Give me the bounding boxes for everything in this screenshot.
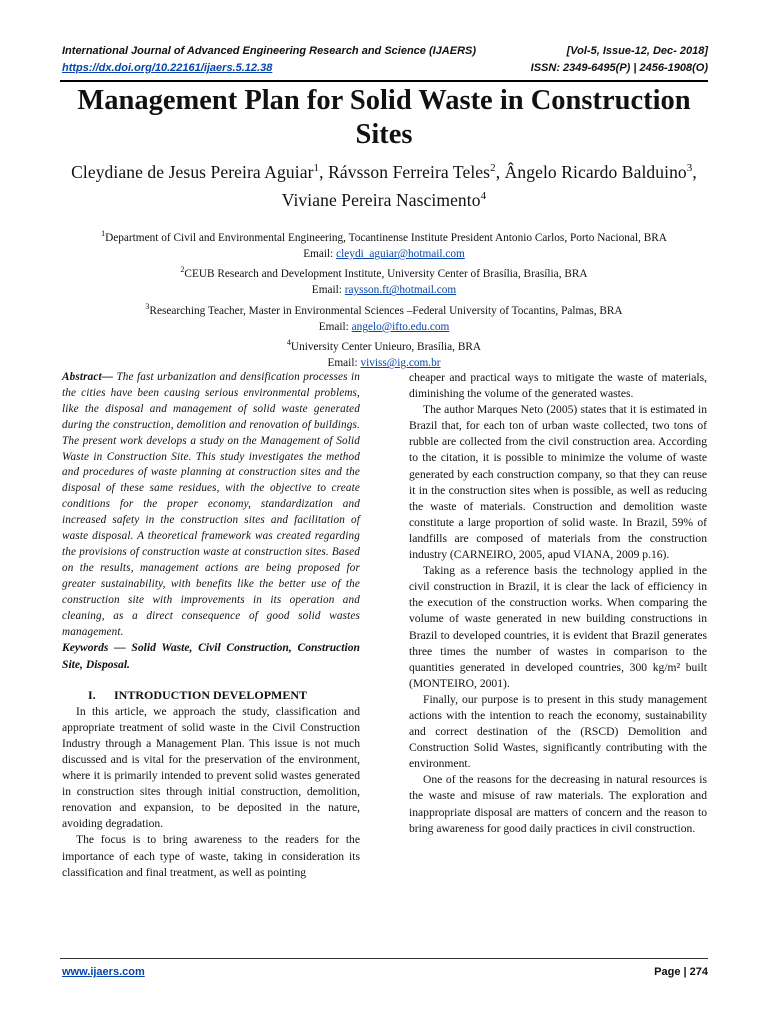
email-link[interactable]: cleydi_aguiar@hotmail.com	[336, 248, 465, 261]
email-label: Email:	[318, 320, 352, 333]
site-link[interactable]: www.ijaers.com	[62, 966, 145, 978]
issn-info: ISSN: 2349-6495(P) | 2456-1908(O)	[530, 62, 708, 74]
paragraph: Taking as a reference basis the technology applied in the civil construction in Brazil, it is clear the lack of efficiency in the execution of the construction works. When comparing the volume of waste generated in new building constructions in Brazil to developed countries, it is evident that Brazil generates three times the number of wastes in comparison to the quantities generated in developed countries, 300 kg/m² built (MONTEIRO, 2001).	[409, 564, 707, 690]
email-link[interactable]: angelo@ifto.edu.com	[351, 320, 450, 333]
affiliation-sup: 2	[180, 265, 185, 275]
author-sep: ,	[495, 161, 505, 182]
footer-rule	[60, 958, 708, 959]
section-title: INTRODUCTION DEVELOPMENT	[114, 687, 308, 702]
affiliation-sup: 1	[101, 229, 106, 238]
affiliation-sup: 4	[286, 338, 291, 348]
author-sup: 4	[480, 189, 487, 202]
journal-header	[62, 45, 708, 57]
abstract	[62, 370, 360, 640]
author-sep: ,	[692, 161, 697, 182]
volume-info: [Vol-5, Issue-12, Dec- 2018]	[566, 45, 708, 57]
affiliation-email	[40, 282, 728, 298]
paragraph: In this article, we approach the study, classification and appropriate treatment of solid waste in the Civil Construction Industry through a Management Plan. This issue is not much discussed and is vital for the preservation of the environment, where it is primarily intended to prevent solid wastes generated in construction sites through initial construction, demolition, renovation and expansion, to be deposited in the nature, avoiding degradation.	[62, 704, 360, 831]
abstract-label: Abstract—	[62, 371, 114, 383]
affiliation-text: Department of Civil and Environmental Engineering, Tocantinense Institute President Antonio Carlos, Porto Nacional, BRA	[105, 231, 667, 244]
section-heading	[62, 687, 360, 703]
paragraph: The focus is to bring awareness to the readers for the importance of each type of waste, taking in consideration its classification and final treatment, as well as pointing	[62, 833, 360, 879]
affiliation-text: Researching Teacher, Master in Environmental Sciences –Federal University of Tocantins, Palmas, BRA	[149, 304, 623, 317]
right-column	[409, 370, 707, 837]
author-name: Rávsson Ferreira Teles	[328, 161, 491, 182]
affiliations	[40, 226, 728, 371]
doi-header	[62, 62, 708, 74]
author-sep: ,	[319, 161, 329, 182]
affiliation	[40, 299, 728, 319]
journal-name: International Journal of Advanced Engineering Research and Science (IJAERS)	[62, 45, 477, 57]
affiliation	[40, 262, 728, 282]
doi-link[interactable]: https://dx.doi.org/10.22161/ijaers.5.12.38	[62, 62, 273, 74]
header-rule	[60, 80, 708, 82]
affiliation	[40, 335, 728, 355]
author-name: Ângelo Ricardo Balduino	[504, 161, 687, 182]
paper-title: Management Plan for Solid Waste in Construction Sites	[77, 85, 691, 150]
page-footer	[62, 966, 708, 978]
page-number: Page | 274	[654, 966, 708, 978]
email-link[interactable]: raysson.ft@hotmail.com	[344, 284, 457, 297]
author-sup: 3	[686, 162, 693, 174]
left-column	[62, 370, 360, 881]
paragraph: Finally, our purpose is to present in this study management actions with the intention to reach the economy, sustainability and correct destination of the (RSCD) Demolition and Construction Solid Wastes, significantly contributing with the environment.	[409, 692, 707, 771]
email-label: Email:	[327, 357, 361, 370]
paragraph: One of the reasons for the decreasing in natural resources is the waste and misuse of raw materials. The exploration and inappropriate disposal are matters of concern and the reason to bring awareness for good daily practices in civil construction.	[409, 773, 707, 835]
author-name: Viviane Pereira Nascimento	[281, 189, 481, 210]
email-link[interactable]: viviss@ig.com.br	[360, 357, 441, 370]
affiliation-email	[40, 319, 728, 335]
paragraph: cheaper and practical ways to mitigate the waste of materials, diminishing the volume of the generated wastes.	[409, 371, 707, 401]
affiliation-sup: 3	[145, 301, 150, 311]
author-list	[60, 156, 708, 212]
affiliation-email	[40, 355, 728, 371]
author-name: Cleydiane de Jesus Pereira Aguiar	[71, 161, 314, 182]
email-label: Email:	[303, 248, 337, 261]
section-number: I.	[88, 687, 96, 702]
author-sup: 2	[490, 162, 496, 174]
affiliation	[40, 226, 728, 246]
email-label: Email:	[311, 284, 345, 297]
paragraph: The author Marques Neto (2005) states that it is estimated in Brazil that, for each ton of urban waste collected, two tons of rubble are collected from the civil construction area. According to the citation, it is possible to minimize the volume of waste generated by each construction company, so that they can reuse it in the construction sites when is possible, as well as reducing the waste of materials. Construction and demolition waste constitute a large proportion of solid waste. In Brazil, 59% of landfills are composed of materials from the construction industry (CARNEIRO, 2005, apud VIANA, 2009 p.16).	[409, 403, 707, 562]
abstract-text: The fast urbanization and densification processes in the cities have been causing serious environmental problems, like the disposal and management of solid waste generated during the construction, demolition and renovation of buildings. The present work develops a study on the Management of Solid Waste in Construction Site. This study investigates the method and procedures of waste planning at construction sites and the disposal of these same residues, with the objective to create conditions for the proper economy, standardization and increased safety in the construction sites and facilitation of waste disposal. A theoretical framework was created regarding the provisions of construction waste at construction sites. Based on the results, management actions are being proposed for greater sustainability, with benefits like the better use of the construction site with improvements in its operation and cleaning, as a direct consequence of good solid wastes management.	[62, 371, 360, 638]
keywords: Keywords — Solid Waste, Civil Construction, Construction Site, Disposal.	[62, 641, 360, 671]
author-sup: 1	[313, 162, 320, 174]
affiliation-email	[40, 246, 728, 262]
affiliation-text: University Center Unieuro, Brasília, BRA	[290, 340, 482, 353]
affiliation-text: CEUB Research and Development Institute, University Center of Brasília, Brasília, BRA	[184, 268, 588, 281]
